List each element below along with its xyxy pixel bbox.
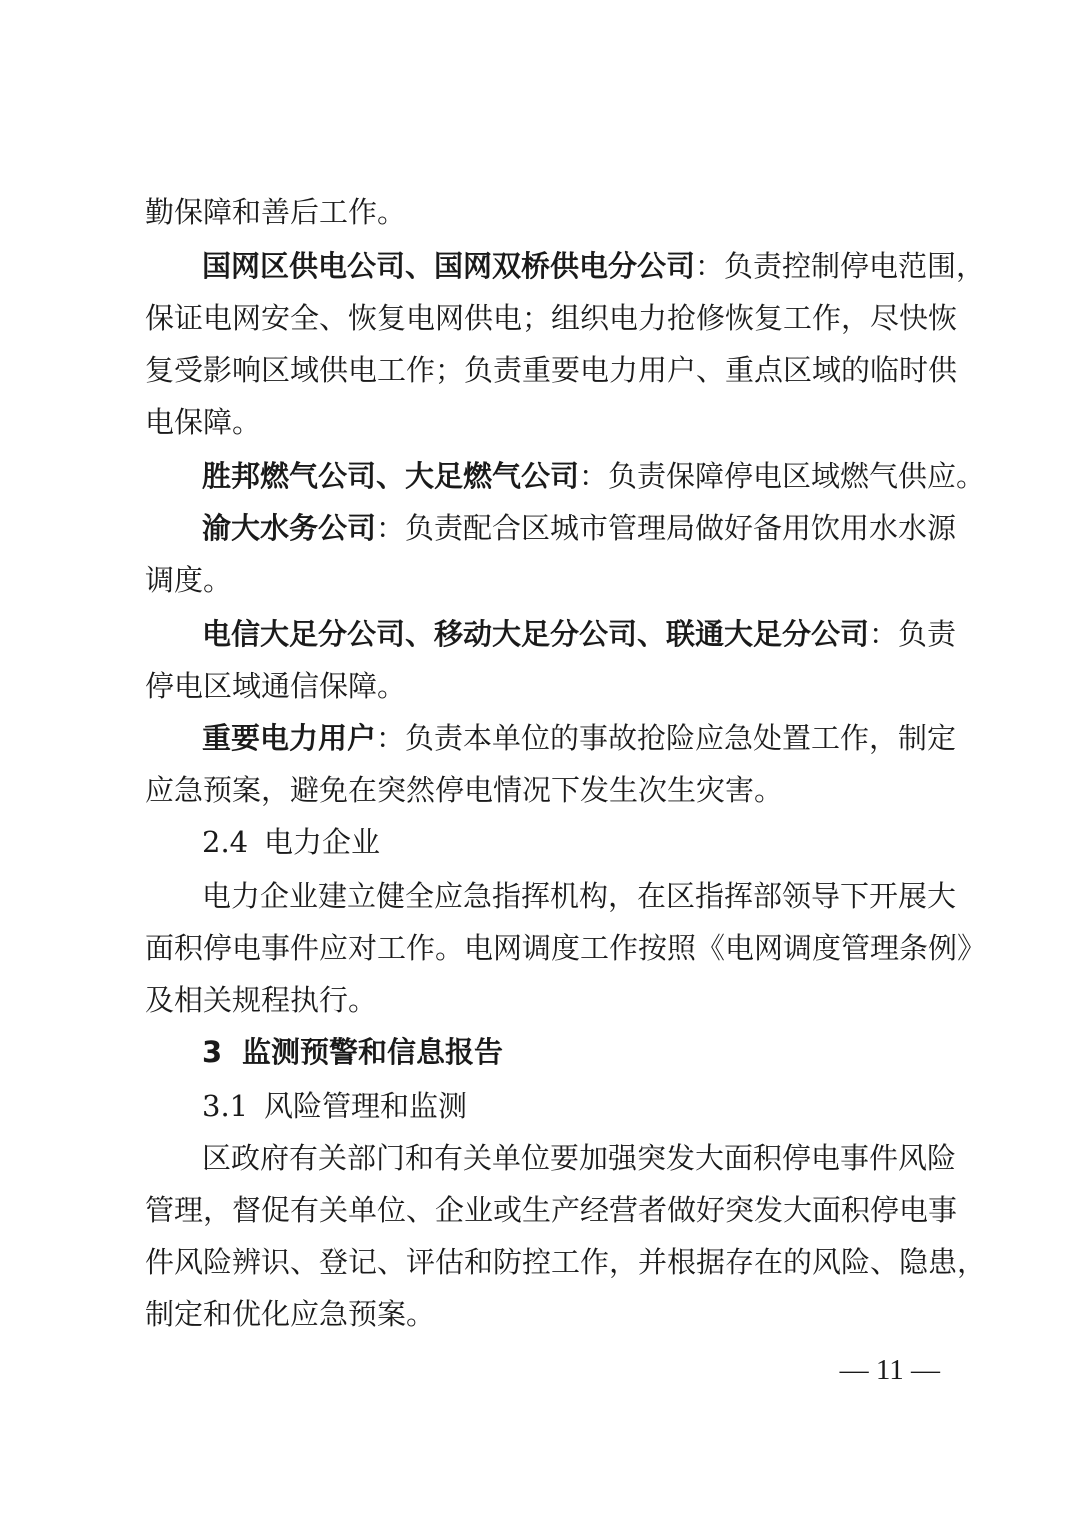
entity-duty: ：负责控制停电范围， bbox=[695, 249, 986, 283]
section-title: 监测预警和信息报告 bbox=[242, 1035, 504, 1069]
paragraph-line: 电力企业建立健全应急指挥机构，在区指挥部领导下开展大 bbox=[202, 879, 957, 913]
entity-duty: ：负责配合区城市管理局做好备用饮用水水源 bbox=[376, 511, 957, 545]
paragraph-line: 电保障。 bbox=[145, 405, 262, 439]
paragraph-line bbox=[202, 246, 986, 286]
paragraph-line bbox=[202, 456, 986, 496]
section-heading-2-4 bbox=[202, 822, 945, 862]
paragraph-line bbox=[202, 508, 957, 548]
paragraph-line: 制定和优化应急预案。 bbox=[145, 1297, 436, 1331]
paragraph-line: 复受影响区域供电工作；负责重要电力用户、重点区域的临时供 bbox=[145, 353, 958, 387]
paragraph-line: 调度。 bbox=[145, 563, 233, 597]
entity-name: 重要电力用户 bbox=[202, 721, 377, 755]
entity-duty: ：负责保障停电区域燃气供应。 bbox=[579, 459, 986, 493]
entity-duty: ：负责 bbox=[869, 617, 957, 651]
section-number: 3.1 bbox=[202, 1089, 249, 1123]
section-title: 电力企业 bbox=[264, 825, 381, 859]
section-number: 3 bbox=[202, 1035, 223, 1069]
section-title: 风险管理和监测 bbox=[264, 1089, 468, 1123]
paragraph-line: 管理，督促有关单位、企业或生产经营者做好突发大面积停电事 bbox=[145, 1193, 958, 1227]
entity-duty: ：负责本单位的事故抢险应急处置工作，制定 bbox=[376, 721, 957, 755]
page-number: — 11 — bbox=[839, 1354, 940, 1386]
entity-name: 渝大水务公司 bbox=[202, 511, 377, 545]
section-heading-3-1 bbox=[202, 1086, 945, 1126]
paragraph-line bbox=[202, 718, 957, 758]
paragraph-line: 件风险辨识、登记、评估和防控工作，并根据存在的风险、隐患， bbox=[145, 1245, 987, 1279]
paragraph-line bbox=[202, 614, 957, 654]
paragraph-line: 区政府有关部门和有关单位要加强突发大面积停电事件风险 bbox=[202, 1141, 957, 1175]
paragraph-line: 停电区域通信保障。 bbox=[145, 669, 407, 703]
entity-name: 电信大足分公司、移动大足分公司、联通大足分公司 bbox=[202, 617, 870, 651]
paragraph-line: 应急预案，避免在突然停电情况下发生次生灾害。 bbox=[145, 773, 784, 807]
entity-name: 国网区供电公司、国网双桥供电分公司 bbox=[202, 249, 696, 283]
paragraph-line: 面积停电事件应对工作。电网调度工作按照《电网调度管理条例》 bbox=[145, 931, 987, 965]
section-heading-3 bbox=[202, 1032, 945, 1072]
paragraph-line: 保证电网安全、恢复电网供电；组织电力抢修恢复工作，尽快恢 bbox=[145, 301, 958, 335]
paragraph-line: 勤保障和善后工作。 bbox=[145, 195, 407, 229]
entity-name: 胜邦燃气公司、大足燃气公司 bbox=[202, 459, 580, 493]
section-number: 2.4 bbox=[202, 825, 249, 859]
paragraph-line: 及相关规程执行。 bbox=[145, 983, 378, 1017]
